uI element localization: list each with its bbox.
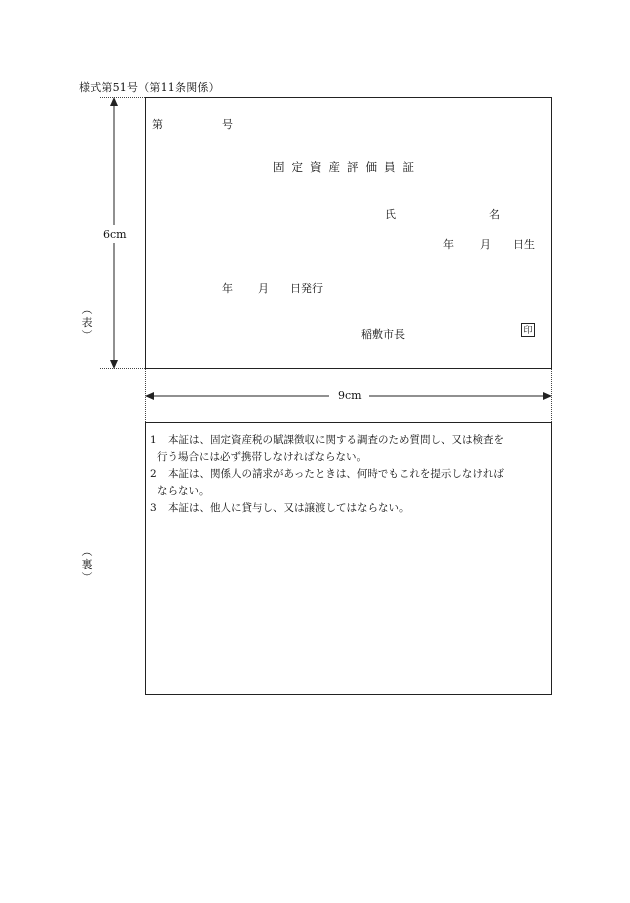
note-number: 2 (150, 468, 157, 480)
note-text: 本証は、他人に貸与し、又は譲渡してはならない。 (168, 502, 410, 514)
issue-year-label: 年 (222, 282, 233, 295)
card-title: 固定資産評価員証 (273, 160, 421, 174)
back-side-label: ︵ 裏 ︶ (81, 545, 93, 584)
note-text: 本証は、固定資産税の賦課徴収に関する調査のため質問し、又は検査を (168, 434, 504, 446)
issue-month-label: 月 (258, 282, 269, 295)
width-label: 9cm (338, 389, 362, 402)
notes-list (150, 432, 550, 517)
seal-stamp: 印 (521, 323, 535, 337)
note-number: 3 (150, 502, 157, 514)
issue-day-label: 日発行 (290, 282, 323, 295)
dimension-guide-bottom (100, 368, 145, 369)
card-front (145, 97, 552, 369)
number-suffix: 号 (222, 118, 233, 131)
form-label: 様式第51号（第11条関係） (79, 81, 220, 94)
issuer-name: 稲敷市長 (361, 328, 405, 341)
name-label-right: 名 (489, 208, 500, 221)
birth-month-label: 月 (480, 238, 491, 251)
dimension-guide-top (100, 97, 145, 98)
birth-day-label: 日生 (513, 238, 535, 251)
note-continuation: 行う場合には必ず携帯しなければならない。 (157, 451, 367, 463)
name-label-left: 氏 (385, 208, 396, 221)
note-item (150, 466, 550, 483)
note-item (150, 432, 550, 449)
note-item (150, 500, 550, 517)
note-text: 本証は、関係人の請求があったときは、何時でもこれを提示しなければ (168, 468, 504, 480)
note-number: 1 (150, 434, 157, 446)
number-prefix: 第 (152, 118, 163, 131)
front-side-label: ︵ 表 ︶ (81, 303, 93, 342)
note-continuation: ならない。 (157, 485, 210, 497)
height-label: 6cm (103, 228, 127, 241)
birth-year-label: 年 (443, 238, 454, 251)
